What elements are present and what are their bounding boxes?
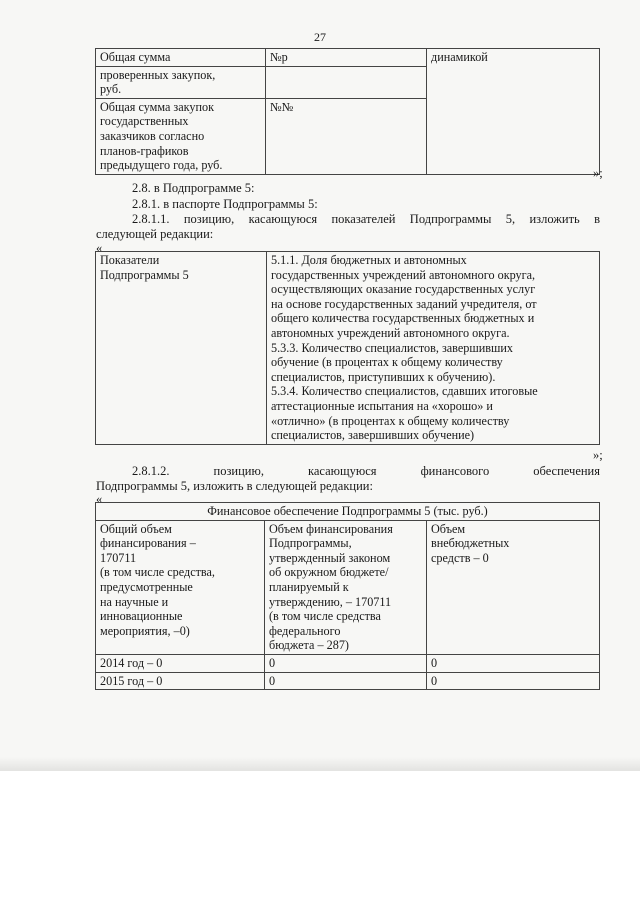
financing-table [95,502,600,690]
cell-line: аттестационные испытания на «хорошо» и [271,398,493,413]
paragraph: Подпрограммы 5, изложить в следующей редакции: [96,479,373,493]
indicators-value-cell [267,252,600,445]
cell-line: заказчиков согласно [100,128,205,143]
cell-line: предыдущего года, руб. [100,158,223,173]
cell-line: федерального [269,623,341,638]
purchases-table-cell: динамикой [427,49,600,175]
cell-line: на основе государственных заданий учредителя, от [271,296,537,311]
cell-line: Объем финансирования [269,521,393,536]
cell-line: планов-графиков [100,143,189,158]
cell-line: государственных [100,114,189,129]
cell-line: руб. [100,82,122,97]
cell-line: автономных учреждений автономного округа. [271,325,510,340]
cell-line: Подпрограммы, [269,536,352,551]
value-cell: 0 [265,672,427,690]
cell-line: (в том числе средства, [100,565,215,580]
paragraph: 2.8. в Подпрограмме 5: [132,181,255,195]
financing-extrabudget-cell [427,520,600,654]
indicators-label-cell [96,252,267,445]
opening-quote: « [96,241,103,255]
cell-line: 5.3.3. Количество специалистов, завершивших [271,340,514,355]
paragraph: 2.8.1. в паспорте Подпрограммы 5: [132,197,318,211]
cell-line: специалистов, завершивших обучение) [271,428,475,443]
purchases-table [95,48,600,175]
cell-line: на научные и [100,594,169,609]
purchases-table-cell: №№ [266,98,427,174]
cell-line: общего количества государственных бюджетных и [271,311,535,326]
cell-line: Показатели [100,253,160,267]
indicators-table [95,251,600,445]
cell-line: утверждению, – 170711 [269,594,392,609]
cell-line: бюджета – 287) [269,638,349,653]
value-cell: 0 [427,672,600,690]
paragraph: 2.8.1.2. позицию, касающуюся финансового обеспечения [132,464,600,478]
year-cell: 2015 год – 0 [96,672,265,690]
cell-line: 5.3.4. Количество специалистов, сдавших итоговые [271,384,538,399]
cell-line: (в том числе средства [269,609,381,624]
cell-line: планируемый к [269,579,349,594]
cell-line: финансирования – [100,536,196,551]
cell-line: внебюджетных [431,536,510,551]
paragraph: 2.8.1.1. позицию, касающуюся показателей Подпрограммы 5, изложить в [132,212,600,226]
cell-line: 170711 [100,550,137,565]
value-cell: 0 [265,654,427,672]
paragraph: следующей редакции: [96,227,214,241]
cell-line: обучение (в процентах к общему количеству [271,355,503,370]
cell-line: проверенных закупок, [100,67,216,82]
page-number: 27 [314,30,326,44]
closing-quote: »; [593,166,603,180]
closing-quote: »; [593,448,603,462]
table-row [96,672,600,690]
table-row [96,654,600,672]
purchases-table-cell: Общая сумма [96,49,266,67]
purchases-table-cell: №р [266,49,427,67]
cell-line: предусмотренные [100,579,193,594]
cell-line: государственных учреждений автономного округа, [271,267,536,282]
financing-total-cell [96,520,265,654]
financing-budget-cell [265,520,427,654]
purchases-table-cell [96,98,266,174]
cell-line: Общая сумма закупок [100,99,215,114]
cell-line: утвержденный законом [269,550,391,565]
cell-line: «отлично» (в процентах к общему количеству [271,413,510,428]
year-cell: 2014 год – 0 [96,654,265,672]
page-edge [0,757,640,771]
cell-line: Общий объем [100,521,172,536]
opening-quote: « [96,492,103,506]
cell-line: мероприятия, –0) [100,623,190,638]
cell-line: об окружном бюджете/ [269,565,389,580]
value-cell: 0 [427,654,600,672]
cell-line: 5.1.1. Доля бюджетных и автономных [271,253,467,267]
cell-line: инновационные [100,609,183,624]
cell-line: средств – 0 [431,550,489,565]
cell-line: специалистов, приступивших к обучению). [271,369,496,384]
purchases-table-cell [96,66,266,98]
cell-line: Объем [431,521,466,536]
cell-line: осуществляющих оказание государственных услуг [271,282,536,297]
purchases-table-cell [266,66,427,98]
cell-line: Подпрограммы 5 [100,267,189,282]
financing-table-header: Финансовое обеспечение Подпрограммы 5 (тыс. руб.) [96,503,600,521]
